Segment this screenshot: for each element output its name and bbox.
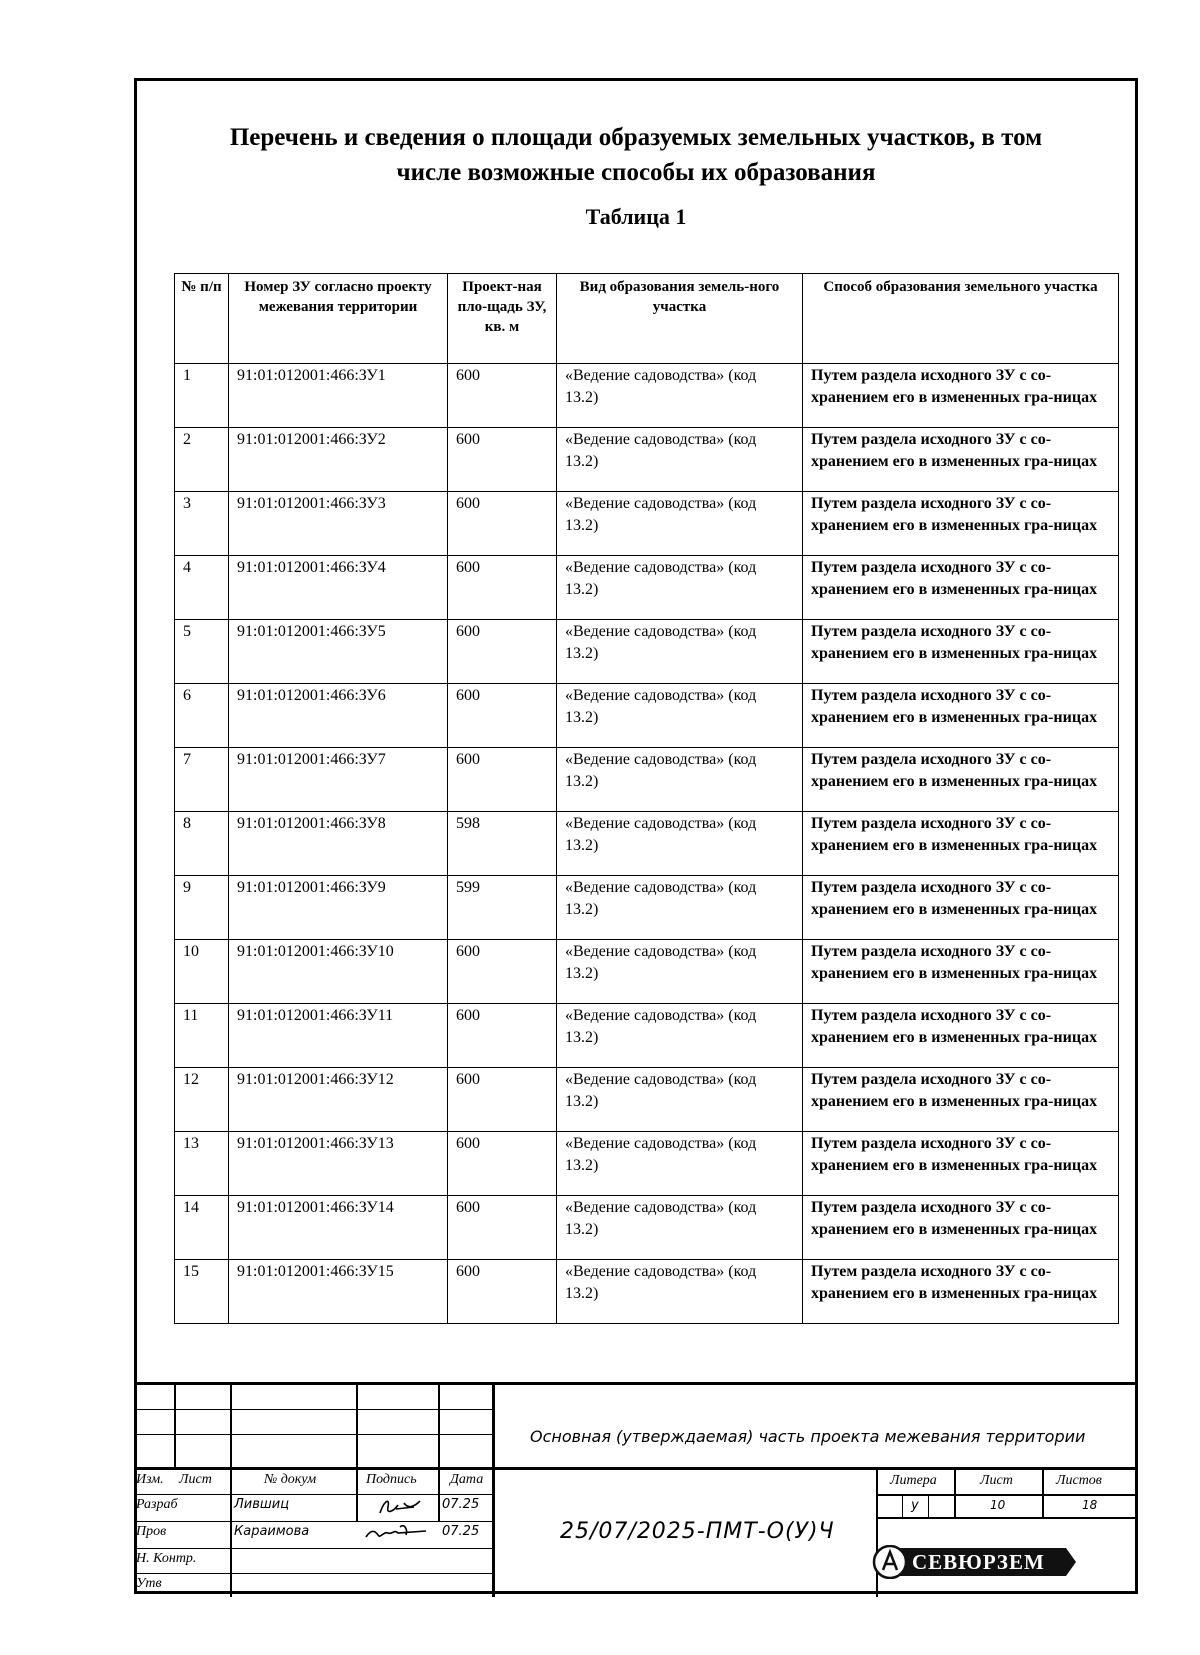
- header-kind: Вид образования земель-ного участка: [557, 274, 803, 364]
- row-area: 600: [448, 748, 557, 812]
- table-header-row: [175, 274, 1119, 364]
- row-plot-id: 91:01:012001:466:ЗУ4: [229, 556, 448, 620]
- row-kind: «Ведение садоводства» (код 13.2): [557, 1196, 803, 1260]
- razrab-signature: [374, 1495, 434, 1517]
- table-row: [175, 1068, 1119, 1132]
- header-plot-id: Номер ЗУ согласно проекту межевания территории: [229, 274, 448, 364]
- table-row: [175, 556, 1119, 620]
- row-plot-id: 91:01:012001:466:ЗУ7: [229, 748, 448, 812]
- row-kind: «Ведение садоводства» (код 13.2): [557, 1132, 803, 1196]
- table-row: [175, 1132, 1119, 1196]
- header-num: № п/п: [175, 274, 229, 364]
- row-number: 10: [175, 940, 229, 1004]
- row-kind: «Ведение садоводства» (код 13.2): [557, 1004, 803, 1068]
- utv-label: Утв: [136, 1576, 162, 1591]
- col-date: Дата: [450, 1472, 484, 1487]
- row-kind: «Ведение садоводства» (код 13.2): [557, 1068, 803, 1132]
- row-kind: «Ведение садоводства» (код 13.2): [557, 812, 803, 876]
- table-row: [175, 364, 1119, 428]
- row-method: Путем раздела исходного ЗУ с со-хранением его в измененных гра-ницах: [803, 364, 1119, 428]
- row-plot-id: 91:01:012001:466:ЗУ5: [229, 620, 448, 684]
- row-kind: «Ведение садоводства» (код 13.2): [557, 556, 803, 620]
- row-method: Путем раздела исходного ЗУ с со-хранением его в измененных гра-ницах: [803, 620, 1119, 684]
- row-plot-id: 91:01:012001:466:ЗУ11: [229, 1004, 448, 1068]
- nkontr-label: Н. Контр.: [136, 1551, 197, 1566]
- project-title: Основная (утверждаемая) часть проекта межевания территории: [530, 1427, 1086, 1446]
- row-number: 5: [175, 620, 229, 684]
- row-plot-id: 91:01:012001:466:ЗУ13: [229, 1132, 448, 1196]
- row-area: 600: [448, 684, 557, 748]
- table-row: [175, 876, 1119, 940]
- row-kind: «Ведение садоводства» (код 13.2): [557, 684, 803, 748]
- row-method: Путем раздела исходного ЗУ с со-хранением его в измененных гра-ницах: [803, 1132, 1119, 1196]
- row-kind: «Ведение садоводства» (код 13.2): [557, 620, 803, 684]
- row-method: Путем раздела исходного ЗУ с со-хранением его в измененных гра-ницах: [803, 1004, 1119, 1068]
- title-line-1: Перечень и сведения о площади образуемых земельных участков, в том: [229, 124, 1043, 151]
- row-plot-id: 91:01:012001:466:ЗУ12: [229, 1068, 448, 1132]
- row-area: 600: [448, 1004, 557, 1068]
- row-area: 600: [448, 1068, 557, 1132]
- table-row: [175, 1196, 1119, 1260]
- razrab-name: Лившиц: [234, 1497, 290, 1512]
- row-area: 598: [448, 812, 557, 876]
- row-number: 8: [175, 812, 229, 876]
- row-method: Путем раздела исходного ЗУ с со-хранением его в измененных гра-ницах: [803, 940, 1119, 1004]
- row-kind: «Ведение садоводства» (код 13.2): [557, 364, 803, 428]
- list-value: 10: [990, 1498, 1006, 1512]
- row-method: Путем раздела исходного ЗУ с со-хранением его в измененных гра-ницах: [803, 684, 1119, 748]
- row-area: 600: [448, 364, 557, 428]
- litera-label: Литера: [890, 1473, 937, 1488]
- row-method: Путем раздела исходного ЗУ с со-хранением его в измененных гра-ницах: [803, 812, 1119, 876]
- table-row: [175, 620, 1119, 684]
- row-area: 600: [448, 492, 557, 556]
- document-code: 25/07/2025-ПМТ-О(У)Ч: [560, 1519, 835, 1544]
- row-area: 600: [448, 556, 557, 620]
- row-number: 1: [175, 364, 229, 428]
- row-method: Путем раздела исходного ЗУ с со-хранением его в измененных гра-ницах: [803, 1068, 1119, 1132]
- razrab-label: Разраб: [136, 1497, 178, 1512]
- row-area: 600: [448, 620, 557, 684]
- row-method: Путем раздела исходного ЗУ с со-хранением его в измененных гра-ницах: [803, 1260, 1119, 1324]
- table-row: [175, 492, 1119, 556]
- row-kind: «Ведение садоводства» (код 13.2): [557, 748, 803, 812]
- litera-value: у: [911, 1498, 919, 1513]
- row-number: 4: [175, 556, 229, 620]
- table-row: [175, 812, 1119, 876]
- col-izm: Изм.: [136, 1472, 164, 1487]
- row-method: Путем раздела исходного ЗУ с со-хранением его в измененных гра-ницах: [803, 492, 1119, 556]
- col-doc: № докум: [264, 1472, 317, 1487]
- prov-name: Караимова: [234, 1524, 310, 1539]
- row-area: 599: [448, 876, 557, 940]
- row-number: 14: [175, 1196, 229, 1260]
- listov-label: Листов: [1056, 1473, 1102, 1488]
- prov-date: 07.25: [442, 1524, 480, 1539]
- row-area: 600: [448, 1260, 557, 1324]
- row-number: 6: [175, 684, 229, 748]
- list-label: Лист: [980, 1473, 1013, 1488]
- table-row: [175, 1260, 1119, 1324]
- row-plot-id: 91:01:012001:466:ЗУ1: [229, 364, 448, 428]
- row-plot-id: 91:01:012001:466:ЗУ2: [229, 428, 448, 492]
- row-kind: «Ведение садоводства» (код 13.2): [557, 1260, 803, 1324]
- row-plot-id: 91:01:012001:466:ЗУ14: [229, 1196, 448, 1260]
- col-sign: Подпись: [366, 1472, 417, 1487]
- row-number: 9: [175, 876, 229, 940]
- col-list: Лист: [179, 1472, 212, 1487]
- table-row: [175, 428, 1119, 492]
- prov-signature: [360, 1521, 434, 1545]
- row-kind: «Ведение садоводства» (код 13.2): [557, 492, 803, 556]
- row-number: 13: [175, 1132, 229, 1196]
- row-method: Путем раздела исходного ЗУ с со-хранением его в измененных гра-ницах: [803, 556, 1119, 620]
- row-number: 11: [175, 1004, 229, 1068]
- row-area: 600: [448, 1132, 557, 1196]
- row-plot-id: 91:01:012001:466:ЗУ8: [229, 812, 448, 876]
- title-block: [134, 1382, 1138, 1597]
- row-method: Путем раздела исходного ЗУ с со-хранением его в измененных гра-ницах: [803, 876, 1119, 940]
- row-plot-id: 91:01:012001:466:ЗУ15: [229, 1260, 448, 1324]
- row-plot-id: 91:01:012001:466:ЗУ6: [229, 684, 448, 748]
- razrab-date: 07.25: [442, 1497, 480, 1512]
- table-row: [175, 1004, 1119, 1068]
- row-kind: «Ведение садоводства» (код 13.2): [557, 876, 803, 940]
- company-name: СЕВЮРЗЕМ: [912, 1550, 1045, 1574]
- company-logo: [870, 1545, 1078, 1579]
- table-row: [175, 940, 1119, 1004]
- row-method: Путем раздела исходного ЗУ с со-хранением его в измененных гра-ницах: [803, 428, 1119, 492]
- row-number: 3: [175, 492, 229, 556]
- row-kind: «Ведение садоводства» (код 13.2): [557, 940, 803, 1004]
- prov-label: Пров: [136, 1524, 167, 1539]
- row-kind: «Ведение садоводства» (код 13.2): [557, 428, 803, 492]
- land-plots-table: [174, 273, 1119, 1324]
- row-area: 600: [448, 940, 557, 1004]
- row-method: Путем раздела исходного ЗУ с со-хранением его в измененных гра-ницах: [803, 748, 1119, 812]
- page-title: [134, 120, 1138, 190]
- table-caption: Таблица 1: [585, 204, 687, 229]
- row-plot-id: 91:01:012001:466:ЗУ10: [229, 940, 448, 1004]
- row-number: 7: [175, 748, 229, 812]
- header-area: Проект-ная пло-щадь ЗУ, кв. м: [448, 274, 557, 364]
- listov-value: 18: [1082, 1498, 1098, 1512]
- row-method: Путем раздела исходного ЗУ с со-хранением его в измененных гра-ницах: [803, 1196, 1119, 1260]
- row-plot-id: 91:01:012001:466:ЗУ3: [229, 492, 448, 556]
- row-number: 15: [175, 1260, 229, 1324]
- row-area: 600: [448, 1196, 557, 1260]
- table-row: [175, 684, 1119, 748]
- row-plot-id: 91:01:012001:466:ЗУ9: [229, 876, 448, 940]
- header-method: Способ образования земельного участка: [803, 274, 1119, 364]
- table-row: [175, 748, 1119, 812]
- row-number: 2: [175, 428, 229, 492]
- row-number: 12: [175, 1068, 229, 1132]
- title-line-2: числе возможные способы их образования: [396, 159, 876, 186]
- row-area: 600: [448, 428, 557, 492]
